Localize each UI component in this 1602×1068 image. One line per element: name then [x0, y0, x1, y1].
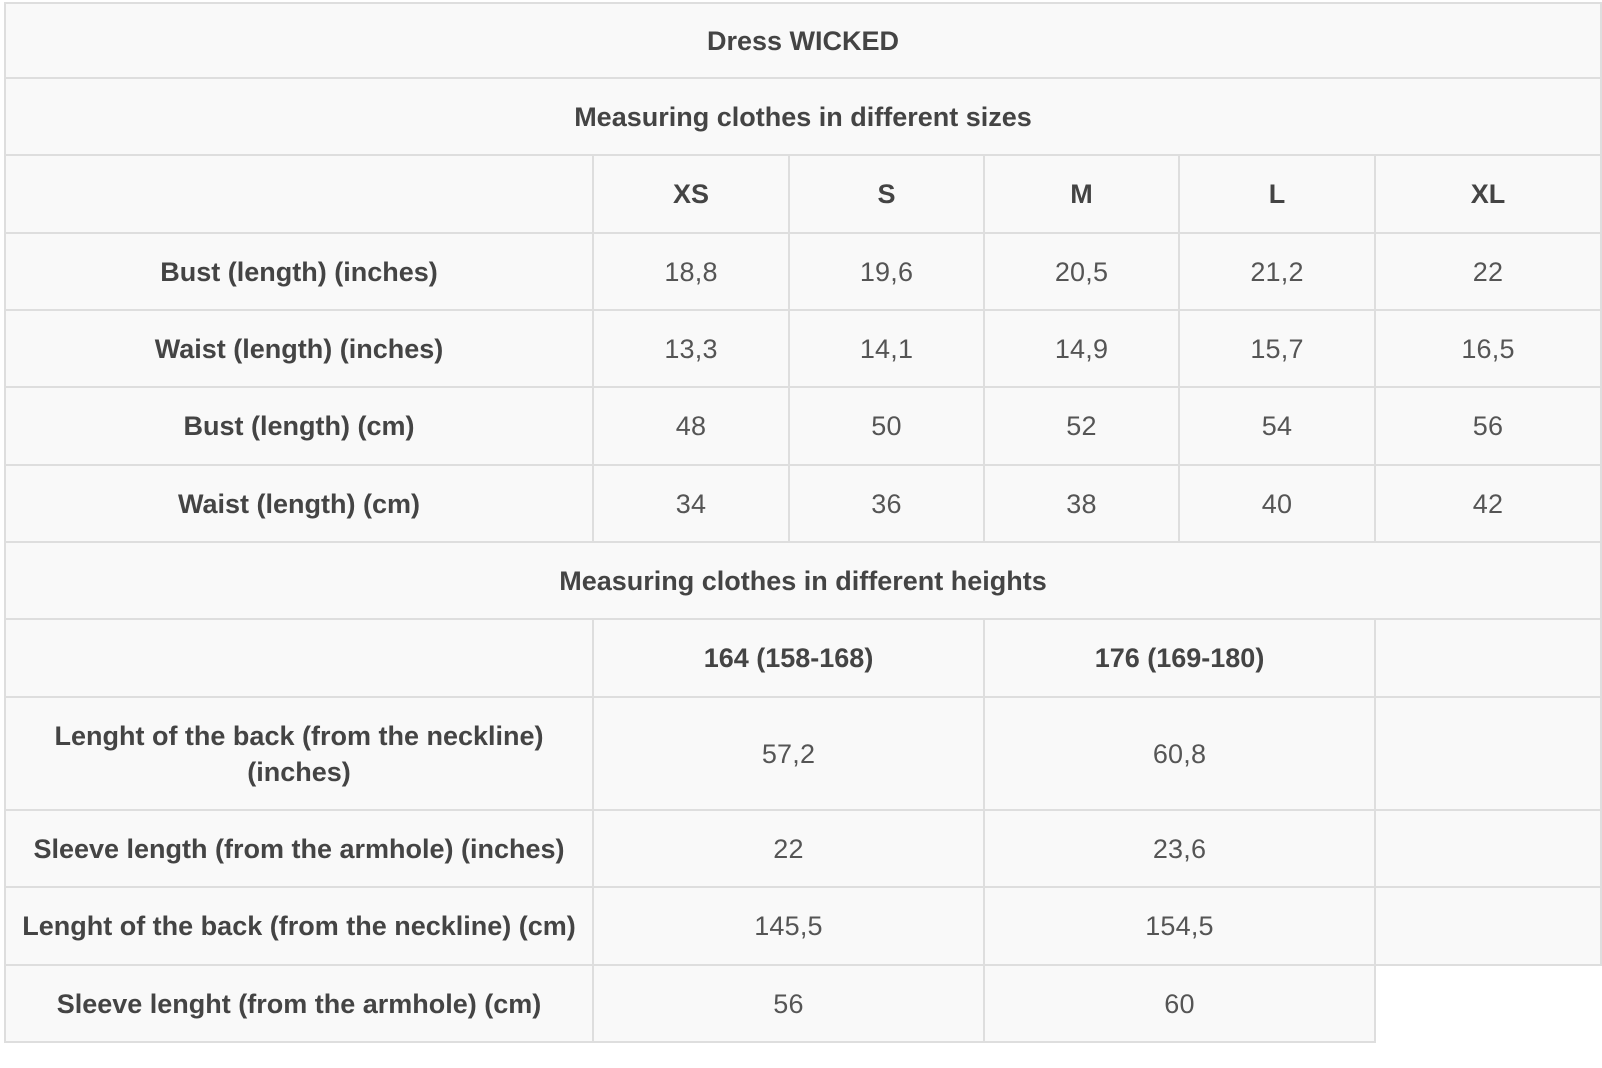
- size-column-m: M: [985, 156, 1180, 234]
- heights-empty-cell: [1376, 811, 1602, 888]
- heights-empty-cell: [1376, 620, 1602, 698]
- sizes-row-label: Bust (length) (inches): [4, 234, 594, 311]
- sizes-row-value: 38: [985, 466, 1180, 543]
- sizes-row-value: 22: [1376, 234, 1602, 311]
- size-column-xl: XL: [1376, 156, 1602, 234]
- sizes-row-label: Waist (length) (inches): [4, 311, 594, 388]
- heights-empty-cell: [1376, 888, 1602, 966]
- heights-row-value: 145,5: [594, 888, 985, 966]
- sizes-row-value: 50: [790, 388, 985, 466]
- heights-row-value: 22: [594, 811, 985, 888]
- sizes-row-value: 54: [1180, 388, 1376, 466]
- heights-section-heading: Measuring clothes in different heights: [4, 543, 1602, 620]
- heights-row-label: Lenght of the back (from the neckline) (cm): [4, 888, 594, 966]
- heights-empty-cell: [1376, 698, 1602, 811]
- heights-row-value: 60,8: [985, 698, 1376, 811]
- sizes-section-heading: Measuring clothes in different sizes: [4, 79, 1602, 156]
- heights-row-label: Sleeve length (from the armhole) (inches): [4, 811, 594, 888]
- sizes-row-value: 15,7: [1180, 311, 1376, 388]
- sizes-row-value: 42: [1376, 466, 1602, 543]
- sizes-row-value: 36: [790, 466, 985, 543]
- heights-row-label: Lenght of the back (from the neckline) (inches): [4, 698, 594, 811]
- sizes-header-corner: [4, 156, 594, 234]
- heights-row-value: 60: [985, 966, 1376, 1043]
- sizes-row-value: 48: [594, 388, 790, 466]
- heights-row-value: 57,2: [594, 698, 985, 811]
- sizes-row-value: 21,2: [1180, 234, 1376, 311]
- size-column-l: L: [1180, 156, 1376, 234]
- sizes-row-value: 56: [1376, 388, 1602, 466]
- size-column-xs: XS: [594, 156, 790, 234]
- sizes-row-value: 14,1: [790, 311, 985, 388]
- size-column-s: S: [790, 156, 985, 234]
- heights-row-value: 56: [594, 966, 985, 1043]
- sizes-row-value: 20,5: [985, 234, 1180, 311]
- heights-row-value: 23,6: [985, 811, 1376, 888]
- sizes-row-value: 52: [985, 388, 1180, 466]
- heights-row-value: 154,5: [985, 888, 1376, 966]
- sizes-row-value: 14,9: [985, 311, 1180, 388]
- height-column-176: 176 (169-180): [985, 620, 1376, 698]
- sizes-row-label: Waist (length) (cm): [4, 466, 594, 543]
- table-title: Dress WICKED: [4, 2, 1602, 79]
- heights-row-label: Sleeve lenght (from the armhole) (cm): [4, 966, 594, 1043]
- sizes-row-value: 40: [1180, 466, 1376, 543]
- sizes-row-value: 18,8: [594, 234, 790, 311]
- heights-header-corner: [4, 620, 594, 698]
- sizes-row-label: Bust (length) (cm): [4, 388, 594, 466]
- sizes-row-value: 34: [594, 466, 790, 543]
- heights-blank-area: [1376, 964, 1602, 1068]
- sizes-row-value: 19,6: [790, 234, 985, 311]
- sizes-row-value: 16,5: [1376, 311, 1602, 388]
- height-column-164: 164 (158-168): [594, 620, 985, 698]
- sizes-row-value: 13,3: [594, 311, 790, 388]
